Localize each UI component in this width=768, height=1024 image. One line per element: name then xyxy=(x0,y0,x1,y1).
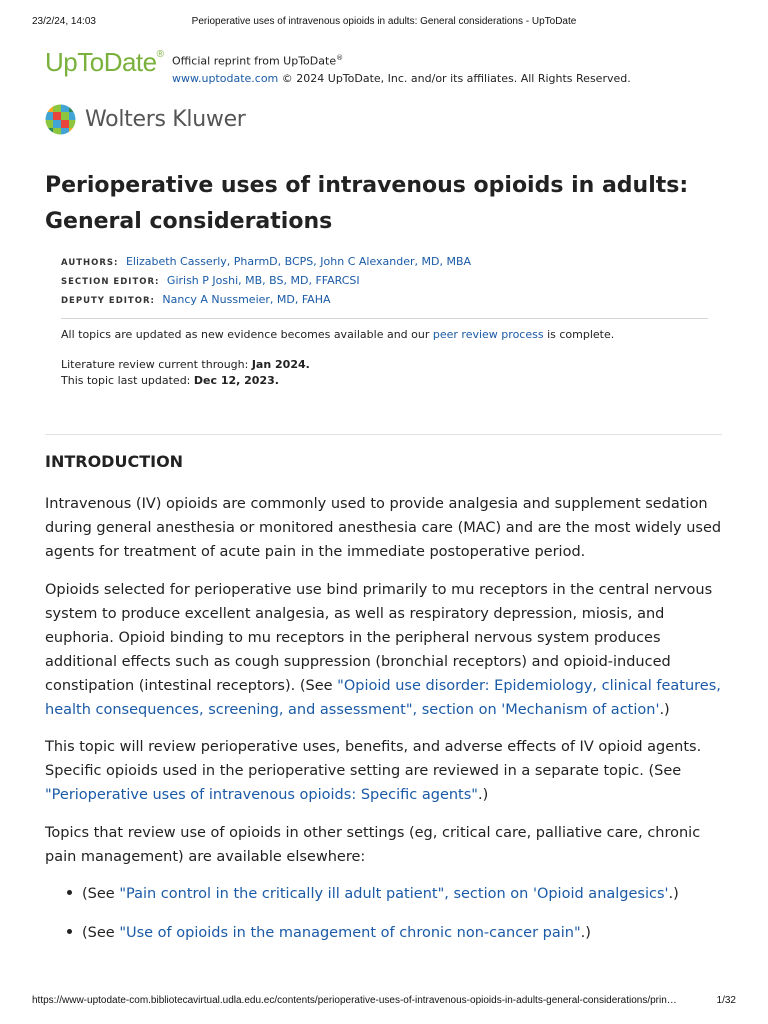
divider xyxy=(61,318,708,319)
list-item xyxy=(67,882,679,906)
uptodate-site-link[interactable]: www.uptodate.com xyxy=(172,71,279,85)
p3-text: This topic will review perioperative uses, benefits, and adverse effects of IV opioid agents. Specific opioids used in the perioperative setting are reviewed in a separate topic. (See xyxy=(45,739,702,779)
section-divider xyxy=(45,434,722,435)
deputy-editor-link[interactable]: Nancy A Nussmeier, MD, FAHA xyxy=(162,293,331,306)
section-editor-link[interactable]: Girish P Joshi, MB, BS, MD, FFARCSI xyxy=(166,274,360,287)
page-number: 1/32 xyxy=(716,995,736,1006)
specific-agents-link[interactable]: "Perioperative uses of intravenous opioids: Specific agents" xyxy=(45,787,478,803)
print-footer xyxy=(32,995,736,1009)
list-item xyxy=(67,921,591,945)
bullet-suffix: .) xyxy=(580,925,591,941)
section-editor-row xyxy=(61,272,471,291)
bullet-suffix: .) xyxy=(668,886,679,902)
p3-end: .) xyxy=(477,787,489,803)
review-note-text: All topics are updated as new evidence becomes available and our xyxy=(61,328,433,341)
copyright-text: © 2024 UpToDate, Inc. and/or its affiliates. All Rights Reserved. xyxy=(278,71,631,85)
print-header xyxy=(32,16,736,30)
lit-review-label: Literature review current through: xyxy=(61,358,252,371)
peer-review-process-link[interactable]: peer review process xyxy=(432,328,544,341)
section-editor-label: SECTION EDITOR: xyxy=(61,277,160,287)
intro-paragraph-3 xyxy=(45,735,725,807)
wolters-kluwer-wordmark: Wolters Kluwer xyxy=(85,107,246,132)
bullet-prefix: (See xyxy=(82,925,120,941)
uptodate-registered-mark: ® xyxy=(156,49,164,60)
last-updated-label: This topic last updated: xyxy=(61,374,194,387)
chronic-non-cancer-pain-link[interactable]: "Use of opioids in the management of chronic non-cancer pain" xyxy=(119,925,581,941)
peer-review-note xyxy=(61,326,614,343)
literature-review-info xyxy=(61,357,310,389)
authors-label: AUTHORS: xyxy=(61,258,119,268)
contributors xyxy=(61,253,471,310)
reprint-text: Official reprint from UpToDate xyxy=(172,54,337,68)
uptodate-logo[interactable] xyxy=(45,47,164,78)
pain-control-critically-ill-link[interactable]: "Pain control in the critically ill adult patient", section on 'Opioid analgesics' xyxy=(119,886,669,902)
reprint-registered-mark: ® xyxy=(336,54,344,62)
intro-paragraph-2 xyxy=(45,578,725,722)
print-doc-title: Perioperative uses of intravenous opioids in adults: General considerations - UpToDate xyxy=(191,16,577,27)
uptodate-logo-text: UpToDate xyxy=(45,47,157,77)
reprint-notice xyxy=(172,50,631,87)
deputy-editor-label: DEPUTY EDITOR: xyxy=(61,296,155,306)
intro-paragraph-1: Intravenous (IV) opioids are commonly used to provide analgesia and supplement sedation during general anesthesia or monitored anesthesia care (MAC) and are the most widely used agents for treatment of acute pain in the immediate postoperative period. xyxy=(45,496,722,560)
review-note-end: is complete. xyxy=(543,328,615,341)
authors-row xyxy=(61,253,471,272)
introduction-heading: INTRODUCTION xyxy=(45,452,184,471)
topic-title: Perioperative uses of intravenous opioids in adults: General considerations xyxy=(45,173,689,234)
p2-end: .) xyxy=(659,702,670,718)
bullet-icon xyxy=(67,929,72,934)
authors-link[interactable]: Elizabeth Casserly, PharmD, BCPS, John C Alexander, MD, MBA xyxy=(125,255,472,268)
last-updated-date: Dec 12, 2023. xyxy=(193,374,279,387)
wolters-kluwer-mark-icon xyxy=(45,104,76,135)
intro-paragraph-4: Topics that review use of opioids in other settings (eg, critical care, palliative care, chronic pain management) are available elsewhere: xyxy=(45,825,701,865)
bullet-icon xyxy=(67,890,72,895)
print-datetime: 23/2/24, 14:03 xyxy=(32,16,96,27)
p2-text: Opioids selected for perioperative use bind primarily to mu receptors in the central nervous system to produce excellent analgesia, as well as respiratory depression, miosis, and euphoria. Opioid binding to mu receptors in the peripheral nervous system produces additional effects such as cough suppression (bronchial receptors) and opioid-induced constipation (intestinal receptors). (See xyxy=(45,582,713,694)
lit-review-date: Jan 2024. xyxy=(251,358,310,371)
deputy-editor-row xyxy=(61,291,471,310)
bullet-prefix: (See xyxy=(82,886,120,902)
opioid-use-disorder-link[interactable]: "Opioid use disorder: Epidemiology, clinical features, health consequences, screening, and assessment", section on 'Mechanism of action' xyxy=(45,678,721,718)
print-url: https://www-uptodate-com.bibliotecavirtual.udla.edu.ec/contents/perioperative-uses-of-intravenous-opioids-in-adults-general-considerations/prin… xyxy=(32,995,677,1006)
